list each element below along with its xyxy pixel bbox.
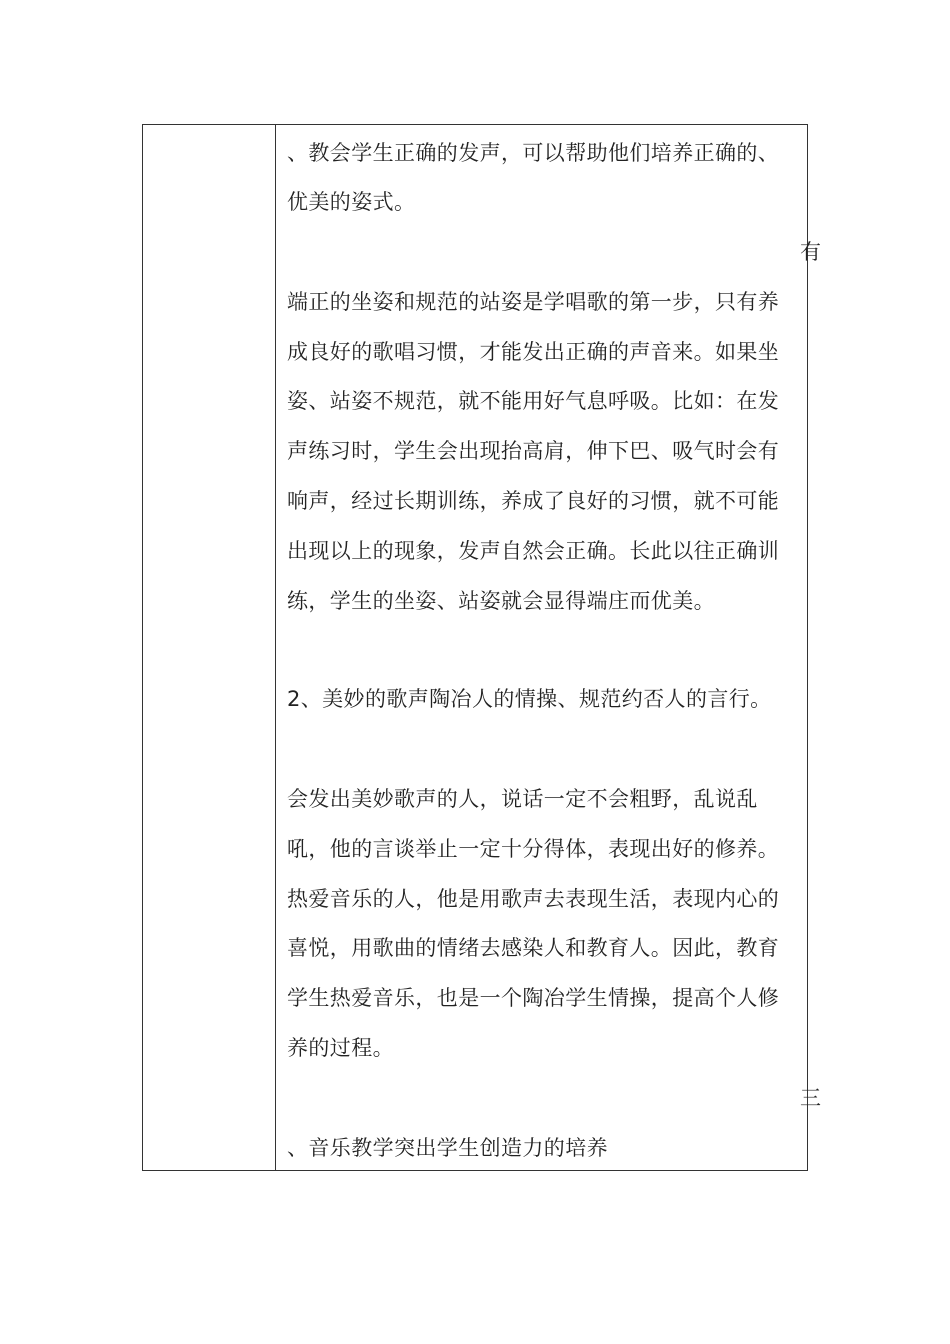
content-table [142,124,808,1171]
table-left-cell [143,125,276,1170]
text-line: 热爱音乐的人，他是用歌声去表现生活，表现内心的 [287,887,780,911]
section-heading-2: 2、美妙的歌声陶冶人的情操、规范约否人的言行。 [287,687,772,711]
text-line: 声练习时，学生会出现抬高肩，伸下巴、吸气时会有 [287,439,780,463]
text-line: 出现以上的现象，发声自然会正确。长此以往正确训 [287,539,780,563]
text-line: 吼，他的言谈举止一定十分得体，表现出好的修养。 [287,837,780,861]
text-line: 会发出美妙歌声的人，说话一定不会粗野，乱说乱 [287,787,758,811]
text-line: 姿、站姿不规范，就不能用好气息呼吸。比如：在发 [287,389,780,413]
text-line: 练，学生的坐姿、站姿就会显得端庄而优美。 [287,589,715,613]
section-heading-3: 、音乐教学突出学生创造力的培养 [287,1136,608,1160]
text-line: 、教会学生正确的发声，可以帮助他们培养正确的、 [287,141,780,165]
side-char-you: 有 [800,240,821,264]
text-line: 成良好的歌唱习惯，才能发出正确的声音来。如果坐 [287,340,780,364]
text-line: 端正的坐姿和规范的站姿是学唱歌的第一步，只有养 [287,290,780,314]
text-line: 学生热爱音乐，也是一个陶冶学生情操，提高个人修 [287,986,780,1010]
text-line: 响声，经过长期训练，养成了良好的习惯，就不可能 [287,489,780,513]
text-line: 养的过程。 [287,1036,394,1060]
text-line: 喜悦，用歌曲的情绪去感染人和教育人。因此，教育 [287,936,780,960]
text-line: 优美的姿式。 [287,190,416,214]
side-char-san: 三 [800,1086,821,1110]
